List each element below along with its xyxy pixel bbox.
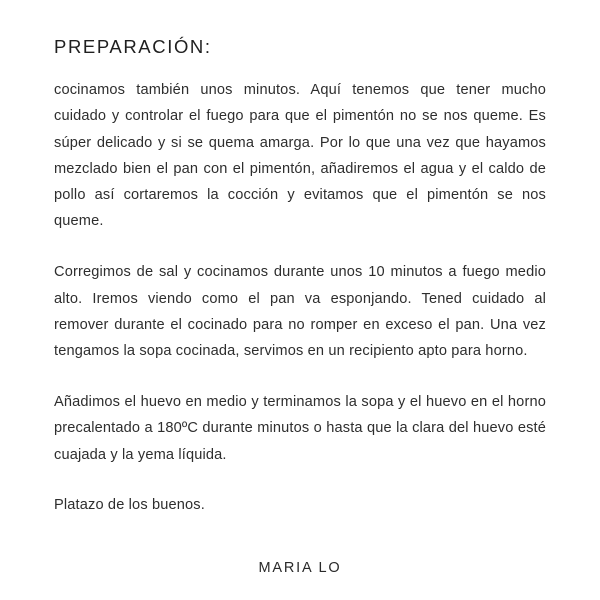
paragraph-4: Platazo de los buenos. — [54, 497, 205, 514]
preparation-body — [54, 77, 546, 543]
section-heading: PREPARACIÓN: — [54, 36, 212, 57]
paragraph-1: cocinamos también unos minutos. Aquí tenemos que tener mucho cuidado y controlar el fuego para que el pimentón no se nos queme. Es súper delicado y si se quema amarga. Por lo que una vez que hayamos mezclado bien el pan con el pimentón, añadiremos el agua y el caldo de pollo así cortaremos la cocción y evitamos que el pimentón se nos queme. — [54, 82, 546, 230]
author-signature: MARIA LO — [258, 560, 342, 576]
paragraph-2: Corregimos de sal y cocinamos durante unos 10 minutos a fuego medio alto. Iremos viendo como el pan va esponjando. Tened cuidado al remover durante el cocinado para no romper en exceso el pan. Una vez tengamos la sopa cocinada, servimos en un recipiento apto para horno. — [54, 264, 546, 360]
paragraph-3: Añadimos el huevo en medio y terminamos la sopa y el huevo en el horno precalentado a 180ºC durante minutos o hasta que la clara del huevo esté cuajada y la yema líquida. — [54, 393, 546, 463]
